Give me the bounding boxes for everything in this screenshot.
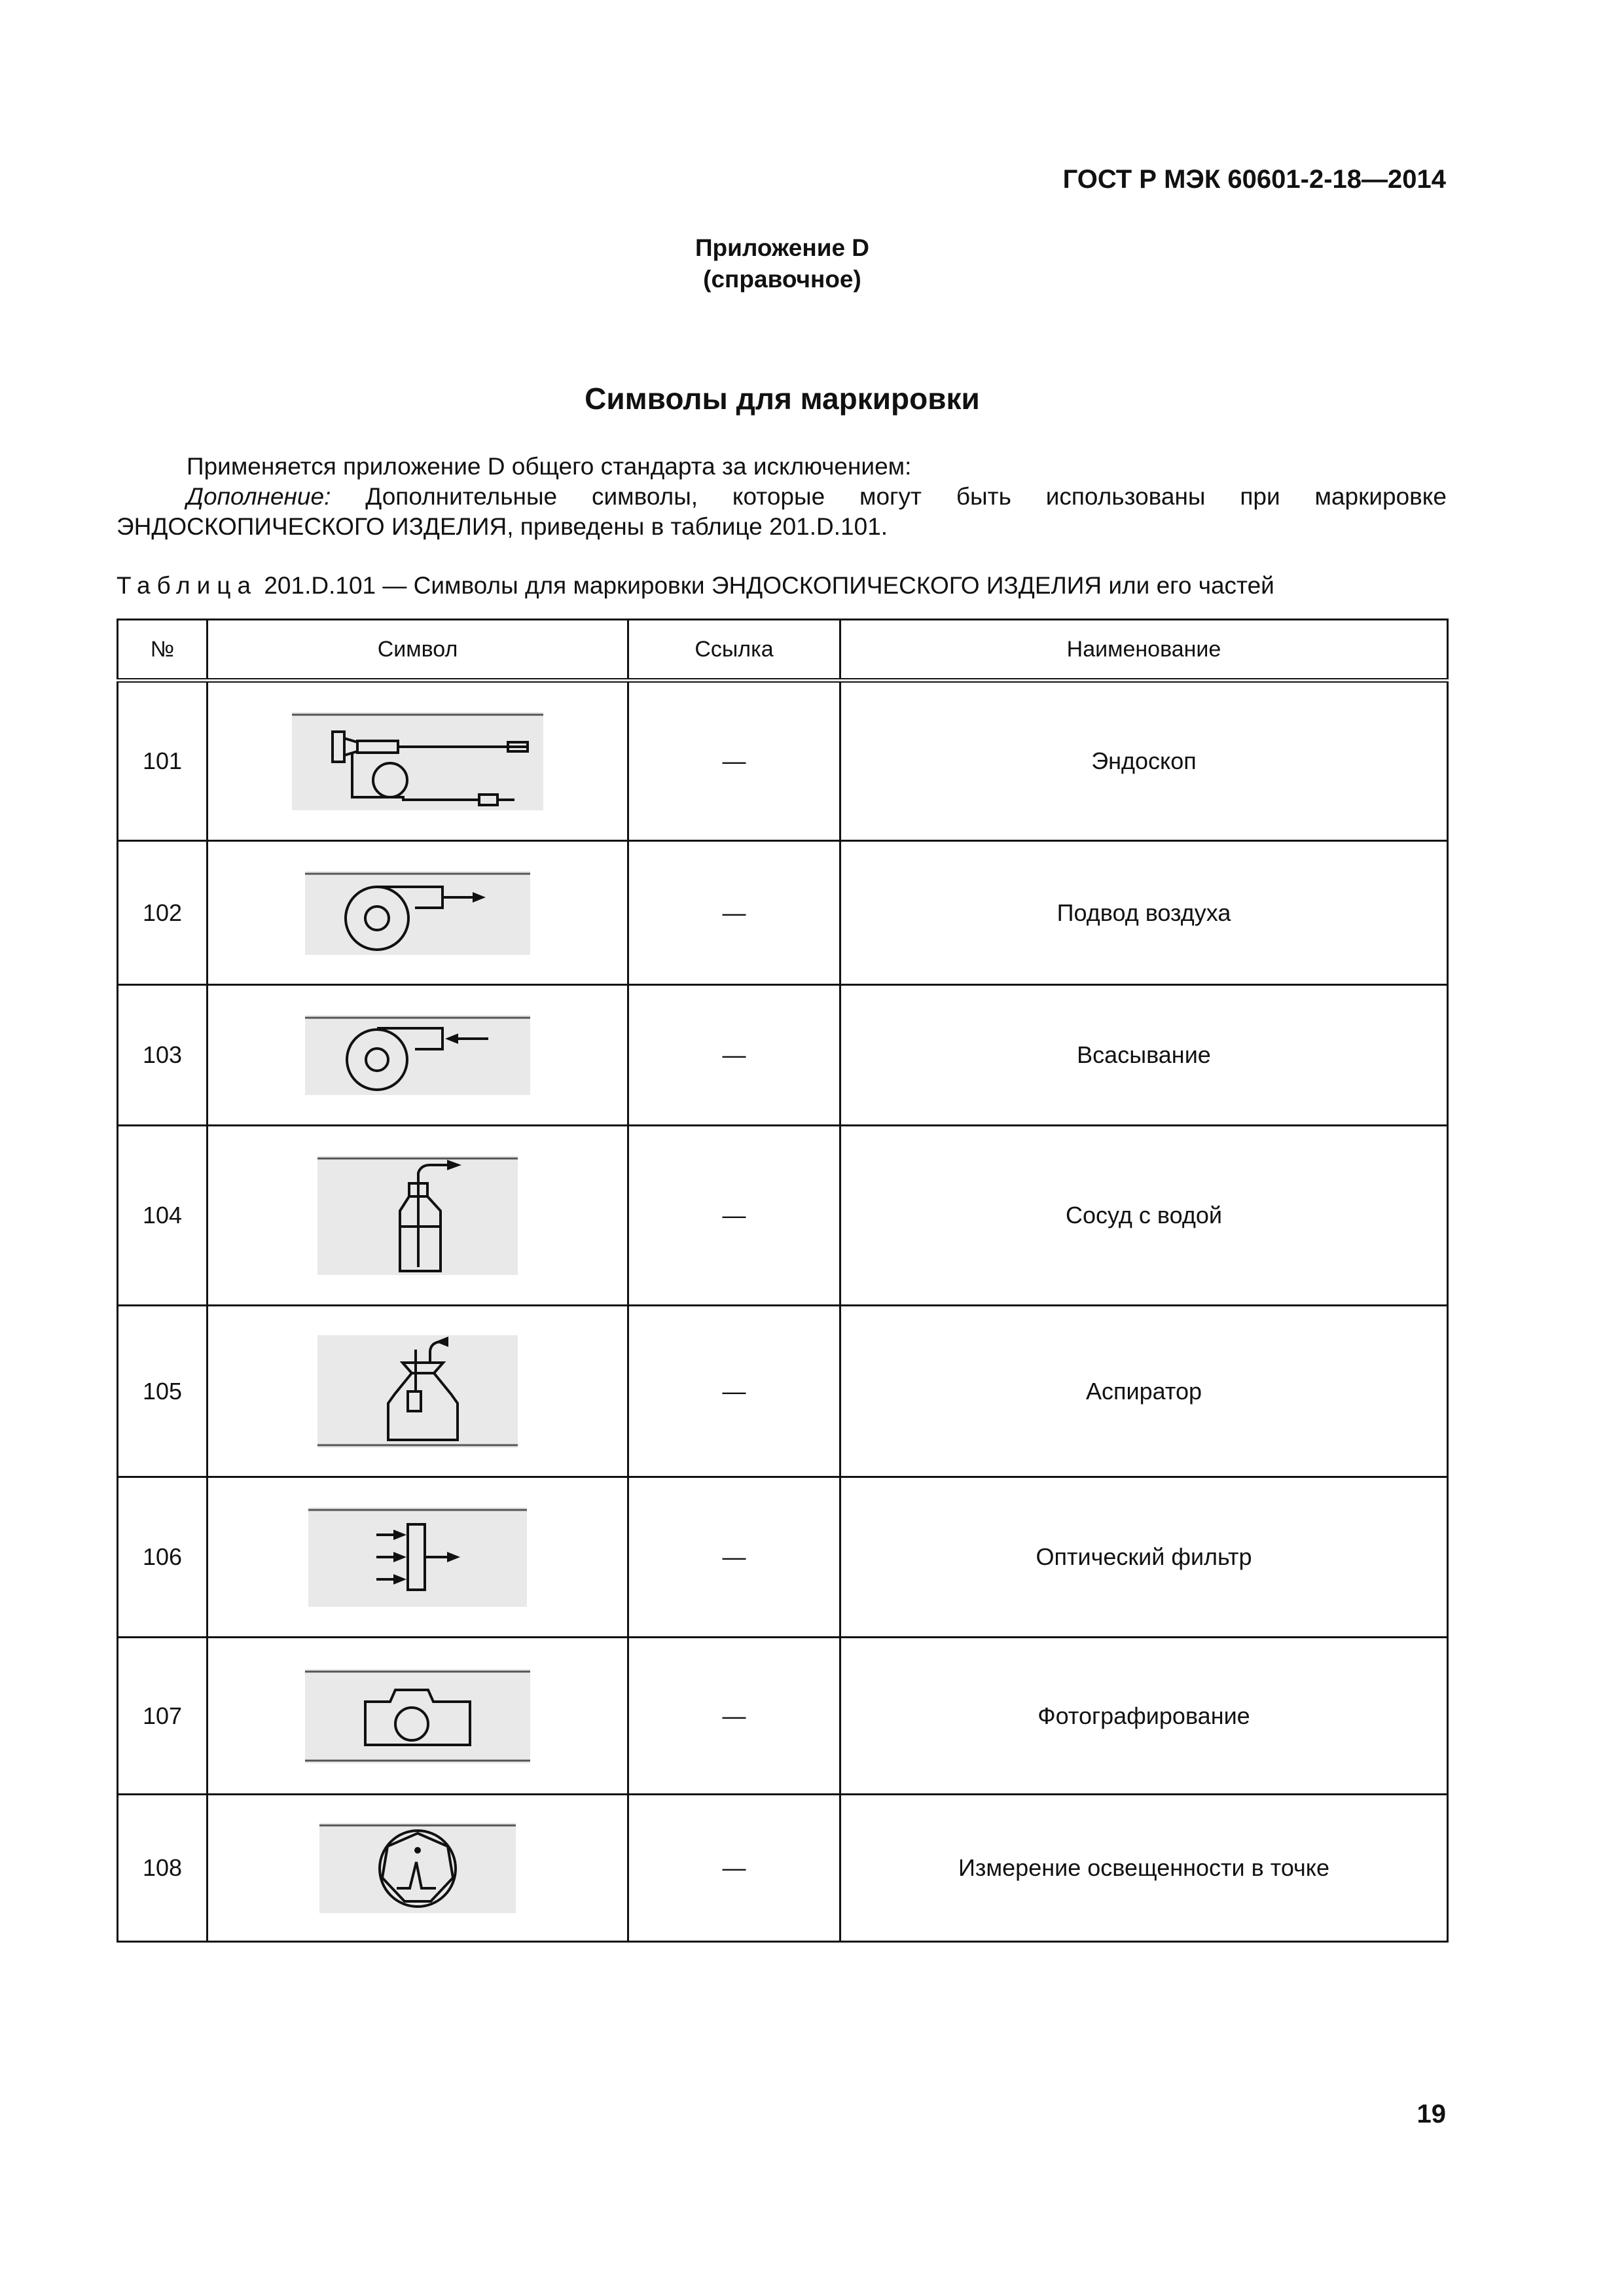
row-num: 105 (118, 1306, 208, 1477)
table-row (118, 985, 1448, 1126)
table-caption-label: Таблица (117, 572, 258, 599)
row-reference: — (628, 841, 840, 985)
intro-paragraph: Применяется приложение D общего стандарта за исключением: (187, 453, 912, 480)
standard-designation: ГОСТ Р МЭК 60601-2-18—2014 (1062, 165, 1446, 194)
table-row (118, 1306, 1448, 1477)
row-num: 106 (118, 1477, 208, 1638)
row-num: 102 (118, 841, 208, 985)
row-name: Аспиратор (840, 1306, 1448, 1477)
row-symbol (208, 985, 628, 1126)
camera-icon (305, 1669, 530, 1763)
row-reference: — (628, 1477, 840, 1638)
addition-label: Дополнение: (187, 483, 331, 510)
endoscope-icon (292, 712, 543, 810)
table-row (118, 1477, 1448, 1638)
page-number: 19 (1416, 2100, 1446, 2128)
annex-subtitle: (справочное) (703, 266, 861, 293)
row-num: 107 (118, 1638, 208, 1795)
row-num: 101 (118, 681, 208, 841)
row-symbol (208, 1306, 628, 1477)
row-name: Эндоскоп (840, 681, 1448, 841)
row-name: Всасывание (840, 985, 1448, 1126)
row-name: Измерение освещенности в точке (840, 1795, 1448, 1942)
spot-illuminance-icon (319, 1823, 516, 1913)
optical-filter-icon (308, 1507, 527, 1607)
table-row (118, 1638, 1448, 1795)
row-reference: — (628, 1126, 840, 1306)
header-num: № (118, 620, 208, 681)
annex-title: Приложение D (695, 234, 870, 261)
row-reference: — (628, 681, 840, 841)
header-symbol: Символ (208, 620, 628, 681)
table-caption-text: 201.D.101 — Символы для маркировки ЭНДОСКОПИЧЕСКОГО ИЗДЕЛИЯ или его частей (264, 572, 1274, 599)
row-num: 104 (118, 1126, 208, 1306)
row-num: 103 (118, 985, 208, 1126)
row-name: Подвод воздуха (840, 841, 1448, 985)
table-row (118, 681, 1448, 841)
table-row (118, 1795, 1448, 1942)
row-name: Сосуд с водой (840, 1126, 1448, 1306)
table-caption (117, 572, 1274, 600)
row-symbol (208, 1477, 628, 1638)
air-supply-icon (305, 871, 530, 955)
row-reference: — (628, 1638, 840, 1795)
annex-heading (0, 232, 1564, 295)
table-row (118, 841, 1448, 985)
addition-paragraph (117, 482, 1447, 542)
row-name: Фотографирование (840, 1638, 1448, 1795)
row-symbol (208, 841, 628, 985)
symbols-table (117, 619, 1449, 1943)
aspirator-icon (317, 1335, 518, 1448)
row-symbol (208, 681, 628, 841)
header-reference: Ссылка (628, 620, 840, 681)
row-symbol (208, 1126, 628, 1306)
table-row (118, 1126, 1448, 1306)
section-title: Символы для маркировки (585, 382, 980, 416)
row-num: 108 (118, 1795, 208, 1942)
row-reference: — (628, 985, 840, 1126)
row-symbol (208, 1638, 628, 1795)
row-symbol (208, 1795, 628, 1942)
addition-text: Дополнительные символы, которые могут быть использованы при маркировке ЭНДОСКОПИЧЕСКОГО ИЗДЕЛИЯ, приведены в таблице 201.D.101. (117, 483, 1447, 540)
table-header-row (118, 620, 1448, 681)
suction-icon (305, 1015, 530, 1095)
row-name: Оптический фильтр (840, 1477, 1448, 1638)
header-name: Наименование (840, 620, 1448, 681)
row-reference: — (628, 1795, 840, 1942)
row-reference: — (628, 1306, 840, 1477)
water-bottle-icon (317, 1156, 518, 1275)
